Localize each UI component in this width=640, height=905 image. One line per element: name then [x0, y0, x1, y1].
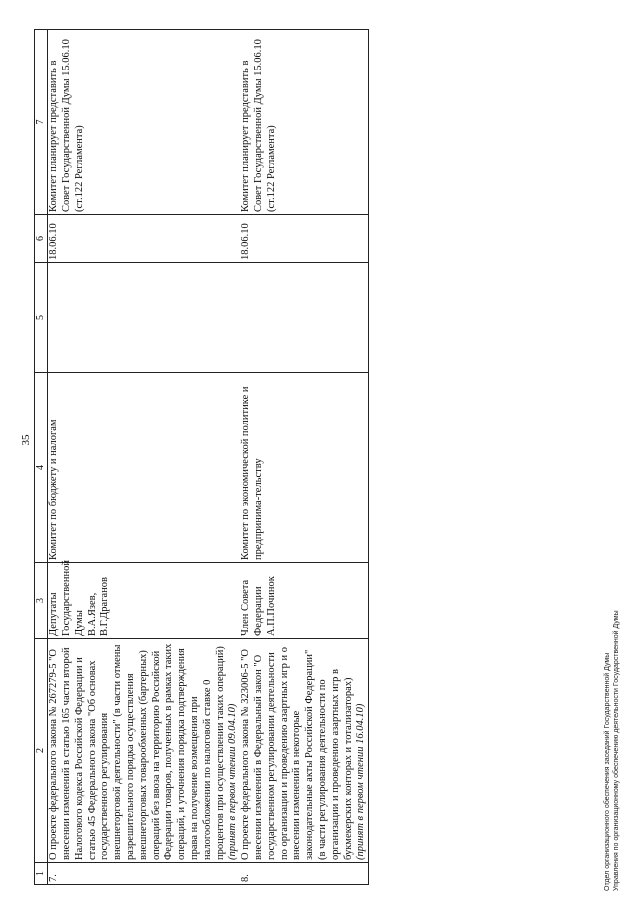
footer-line-1: Отдел организационного обеспечения заседаний Государственной Думы — [604, 652, 611, 891]
column-header-1: 1 — [35, 863, 48, 885]
column-header-7: 7 — [35, 30, 48, 215]
responsible-committee: Комитет по экономической политике и предпринима-тельству — [240, 373, 368, 563]
date-cell: 18.06.10 — [48, 215, 240, 263]
bill-cell — [48, 639, 240, 863]
bill-authors: Депутаты Государственной Думы В.А.Язев, В.Г.Драганов — [48, 563, 240, 639]
column-5-cell — [48, 263, 240, 373]
column-header-6: 6 — [35, 215, 48, 263]
row-number: 8. — [240, 863, 368, 885]
page-number: 35 — [20, 434, 32, 446]
column-header-4: 4 — [35, 373, 48, 563]
column-header-2: 2 — [35, 639, 48, 863]
column-number-row — [35, 30, 48, 885]
bill-stage: (принят в первом чтении 16.04.10) — [355, 703, 367, 860]
table-row — [48, 30, 240, 885]
row-number: 7. — [48, 863, 240, 885]
bill-stage: (принят в первом чтении 09.04.10) — [227, 703, 239, 860]
footer-line-2: Управления по организационному обеспечению деятельности Государственной Думы — [612, 610, 620, 891]
bill-title: О проекте федерального закона № 323006-5 "О внесении изменений в Федеральный закон "О государственном регулировании деятельности по организации и проведению азартных игр и о внесении изменений в некоторые законодательные акты Российской Федерации" (в части регулирования деятельности по организации и проведению азартных игр в букмекерских конторах и тотализаторах) — [240, 647, 354, 860]
bill-title: О проекте федерального закона № 267279-5 "О внесении изменений в статью 165 части второй Налогового кодекса Российской Федерации и статью 45 Федерального закона "Об основах государственного регулирования внешнеторговой деятельности" (в части отмены разрешительного порядка осуществления внешнеторговых товарообменных (бартерных) операций без ввоза на территорию Российской Федерации товаров, полученных в рамках таких операций, и уточнения порядка подтверждения права на получение возмещения при налогообложении по налоговой ставке 0 процентов при осуществлении таких операций) — [48, 643, 226, 860]
table-row — [240, 30, 368, 885]
bill-cell — [240, 639, 368, 863]
column-5-cell — [240, 263, 368, 373]
bill-authors: Член Совета Федерации А.П.Починок — [240, 563, 368, 639]
note-cell: Комитет планирует представить в Совет Государственной Думы 15.06.10 (ст.122 Регламента) — [240, 30, 368, 215]
schedule-table — [34, 29, 369, 885]
column-header-3: 3 — [35, 563, 48, 639]
column-header-5: 5 — [35, 263, 48, 373]
note-cell: Комитет планирует представить в Совет Государственной Думы 15.06.10 (ст.122 Регламента) — [48, 30, 240, 215]
responsible-committee: Комитет по бюджету и налогам — [48, 373, 240, 563]
footer — [604, 610, 622, 891]
date-cell: 18.06.10 — [240, 215, 368, 263]
